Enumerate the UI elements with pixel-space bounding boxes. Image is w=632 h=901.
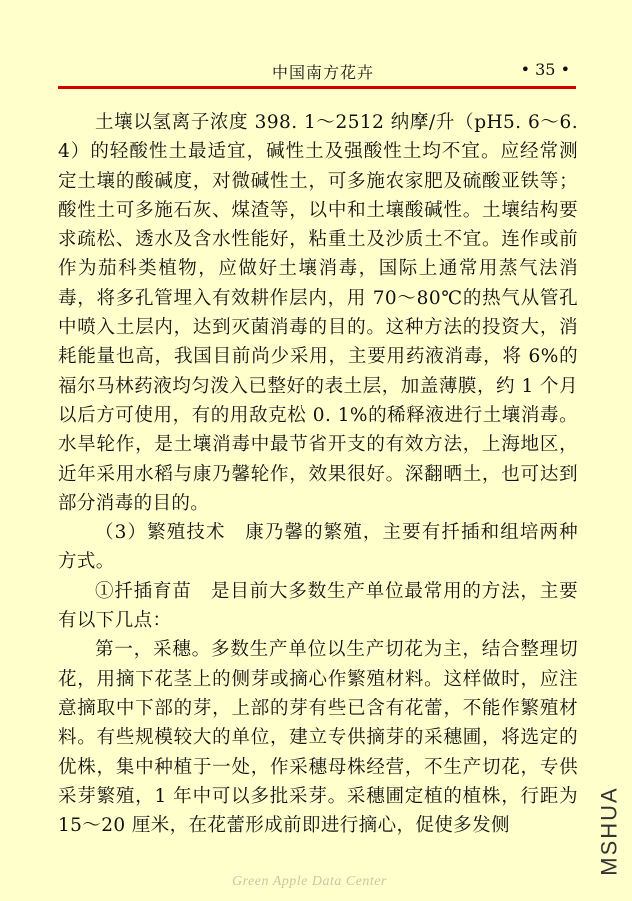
header-divider: [58, 86, 576, 89]
page-number: • 35 •: [520, 60, 570, 79]
paragraph-soil: 土壤以氢离子浓度 398. 1～2512 纳摩/升（pH5. 6～6. 4）的轻酸性土最适宜，碱性土及强酸性土均不宜。应经常测定土壤的酸碱度，对微碱性土，可多施农家肥及硫酸亚铁等；酸性土可多施石灰、煤渣等，以中和土壤酸碱性。土壤结构要求疏松、透水及含水性能好，粘重土及沙质土不宜。连作或前作为茄科类植物，应做好土壤消毒，国际上通常用蒸气法消毒，将多孔管埋入有效耕作层内，用 70～80℃的热气从管孔中喷入土层内，达到灭菌消毒的目的。这种方法的投资大，消耗能量也高，我国目前尚少采用，主要用药液消毒，将 6%的福尔马林药液均匀泼入已整好的表土层，加盖薄膜，约 1 个月以后方可使用，有的用敌克松 0. 1%的稀释液进行土壤消毒。水旱轮作，是土壤消毒中最节省开支的有效方法，上海地区，近年采用水稻与康乃馨轮作，效果很好。深翻晒土，也可达到部分消毒的目的。: [58, 112, 578, 514]
bottom-watermark: Green Apple Data Center: [232, 874, 387, 889]
side-watermark-text: MSHUA: [597, 786, 623, 876]
side-watermark: [596, 772, 624, 890]
body-text: [58, 108, 578, 840]
running-header: [58, 60, 578, 84]
paragraph-propagation-heading: （3）繁殖技术 康乃馨的繁殖，主要有扦插和组培两种方式。: [58, 522, 578, 573]
header-title: 中国南方花卉: [272, 63, 375, 82]
paragraph-cutting-intro: ①扦插育苗 是目前大多数生产单位最常用的方法，主要有以下几点：: [58, 580, 578, 632]
paragraph-harvesting: 第一，采穗。多数生产单位以生产切花为主，结合整理切花，用摘下花茎上的侧芽或摘心作繁殖材料。这样做时，应注意摘取中下部的芽，上部的芽有些已含有花蕾，不能作繁殖材料。有些规模较大的单位，建立专供摘芽的采穗圃，将选定的优株，集中种植于一处，作采穗母株经营，不生产切花，专供采芽繁殖，1 年中可以多批采芽。采穗圃定植的植株，行距为 15～20 厘米，在花蕾形成前即进行摘心，促使多发侧: [58, 639, 578, 837]
